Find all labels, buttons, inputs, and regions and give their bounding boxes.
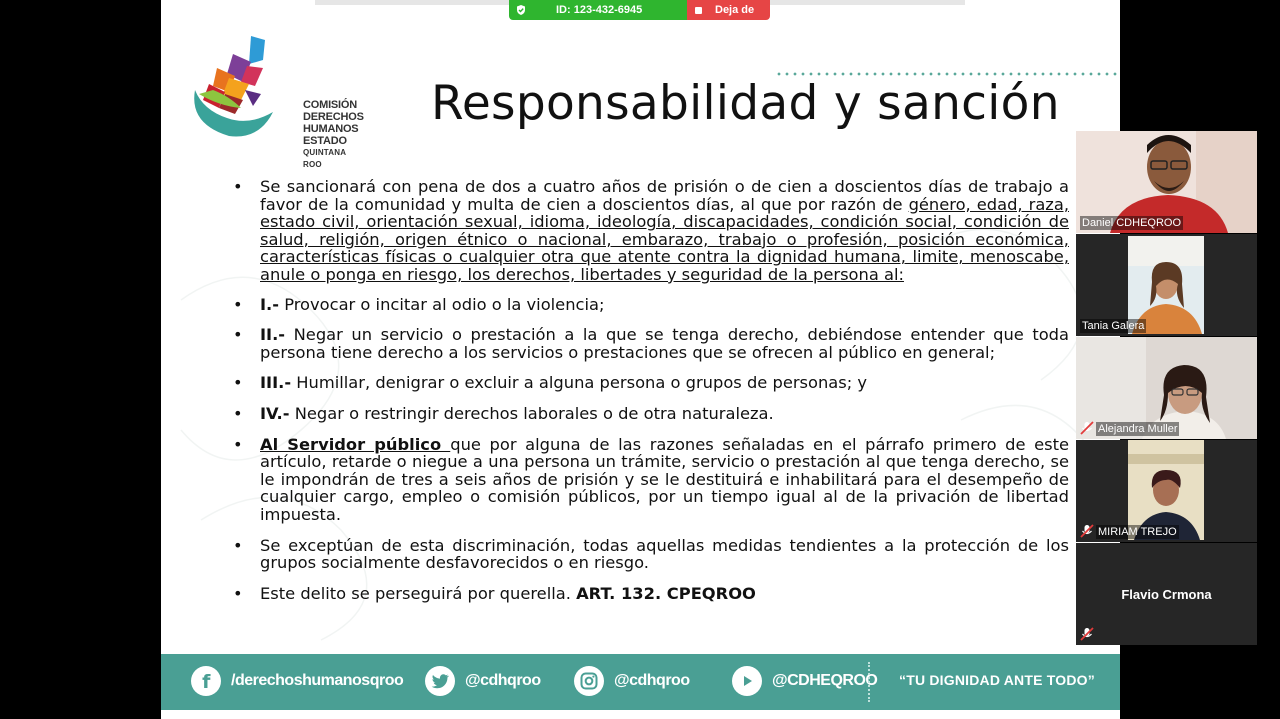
youtube-handle: @CDHEQROO xyxy=(772,672,878,689)
fraction-iv-number: IV.- xyxy=(260,403,290,423)
shield-check-icon xyxy=(515,4,527,16)
logo-line-2: DERECHOS xyxy=(303,111,364,123)
facebook-handle: /derechoshumanosqroo xyxy=(231,672,404,689)
public-servant-text: que por alguna de las razones señaladas en el párrafo primero de este artículo, retarde o niegue a una persona un trámite, servicio o prestación al que tenga derecho, se le impondrán de tres a seis años de prisión y se le destituirá e inhabilitará para el desempeño de cualquier cargo, empleo o comisión públicos, por un tiempo igual al de la privación de libertad impuesta. xyxy=(260,434,1069,524)
muted-microphone-icon xyxy=(1080,627,1094,641)
logo-line-4: ESTADO xyxy=(303,135,347,147)
participant-tile-alejandra[interactable] xyxy=(1076,337,1257,439)
fraction-ii-number: II.- xyxy=(260,325,286,345)
footer-twitter xyxy=(425,666,541,696)
shared-slide xyxy=(161,0,1120,719)
meeting-status-pill xyxy=(509,0,770,20)
twitter-bird-icon xyxy=(425,666,455,696)
participant-name: Daniel CDHEQROO xyxy=(1082,217,1182,229)
bullet-sanction-text: Se sancionará con pena de dos a cuatro años de prisión o de cien a doscientos días de trabajo a favor de la comunidad y multa de cien a doscientos días, al que por razón de xyxy=(260,177,1069,214)
fraction-i-number: I.- xyxy=(260,294,280,314)
stop-share-label: Deja de xyxy=(715,4,755,16)
bullet-public-servant xyxy=(233,436,1069,524)
bullet-sanction-underlined: género, edad, raza, estado civil, orientación sexual, idioma, ideología, discapacidades, condición social, condición de salud, religión, origen étnico o nacional, embarazo, trabajo o profesión, posición económica, características físicas o cualquier otra que atente contra la dignidad humana, limite, menoscabe, anule o ponga en riesgo, los derechos, libertades y seguridad de la persona al: xyxy=(260,194,1069,284)
participant-name-centered: Flavio Crmona xyxy=(1121,586,1212,602)
logo-line-1: COMISIÓN xyxy=(303,99,358,111)
facebook-icon xyxy=(191,666,221,696)
bullet-fraction-i xyxy=(233,296,1069,314)
fraction-iii-text: Humillar, denigrar o excluir a alguna persona o grupos de personas; y xyxy=(291,373,868,393)
fraction-iii-number: III.- xyxy=(260,373,292,393)
instagram-icon xyxy=(574,666,604,696)
logo-wordmark xyxy=(303,99,364,171)
footer-divider xyxy=(868,662,870,702)
muted-microphone-icon xyxy=(1080,524,1094,538)
bullet-fraction-ii xyxy=(233,326,1069,361)
bullet-fraction-iii xyxy=(233,374,1069,392)
slide-footer xyxy=(161,654,1120,710)
fraction-ii-text: Negar un servicio o prestación a la que se tenga derecho, debiéndose entender que toda persona tiene derecho a los servicios o prestaciones que se ofrecen al público en general; xyxy=(260,325,1069,362)
muted-microphone-icon xyxy=(1080,421,1094,435)
svg-text:f: f xyxy=(202,671,210,693)
fraction-iv-text: Negar o restringir derechos laborales o de otra naturaleza. xyxy=(289,403,774,423)
complaint-article: ART. 132. CPEQROO xyxy=(576,583,756,603)
twitter-handle: @cdhqroo xyxy=(465,672,541,689)
slide-bullet-list xyxy=(233,178,1069,602)
footer-motto: “TU DIGNIDAD ANTE TODO” xyxy=(899,672,1095,688)
logo-line-3: HUMANOS xyxy=(303,123,359,135)
bullet-sanction xyxy=(233,178,1069,284)
public-servant-lead: Al Servidor público xyxy=(260,434,451,454)
slide-title: Responsabilidad y sanción xyxy=(431,76,1060,131)
meeting-id-badge[interactable] xyxy=(509,0,687,20)
meeting-id-text: ID: 123-432-6945 xyxy=(556,4,643,16)
participant-tile-tania[interactable] xyxy=(1076,234,1257,336)
complaint-text: Este delito se perseguirá por querella. xyxy=(260,583,577,603)
footer-youtube xyxy=(732,666,877,696)
participant-tile-miriam[interactable] xyxy=(1076,440,1257,542)
bullet-exception xyxy=(233,537,1069,572)
youtube-play-icon xyxy=(732,666,762,696)
footer-instagram xyxy=(574,666,690,696)
participant-tile-daniel[interactable] xyxy=(1076,131,1257,233)
bullet-complaint xyxy=(233,585,1069,603)
stop-share-button[interactable] xyxy=(687,0,770,20)
exception-text: Se exceptúan de esta discriminación, todas aquellas medidas tendientes a la protección de los grupos socialmente desfavorecidos o en riesgo. xyxy=(260,535,1069,573)
participant-name: MIRIAM TREJO xyxy=(1098,526,1177,538)
bullet-fraction-iv xyxy=(233,405,1069,423)
participant-name: Tania Galera xyxy=(1082,320,1145,332)
logo-line-5: QUINTANA ROO xyxy=(303,148,346,169)
participant-name: Alejandra Muller xyxy=(1098,423,1178,435)
footer-facebook xyxy=(191,666,403,696)
participant-tile-flavio[interactable] xyxy=(1076,543,1257,645)
stop-square-icon xyxy=(695,7,702,14)
cdheqroo-logo xyxy=(189,34,364,169)
instagram-handle: @cdhqroo xyxy=(614,672,690,689)
fraction-i-text: Provocar o incitar al odio o la violencia; xyxy=(279,294,605,314)
